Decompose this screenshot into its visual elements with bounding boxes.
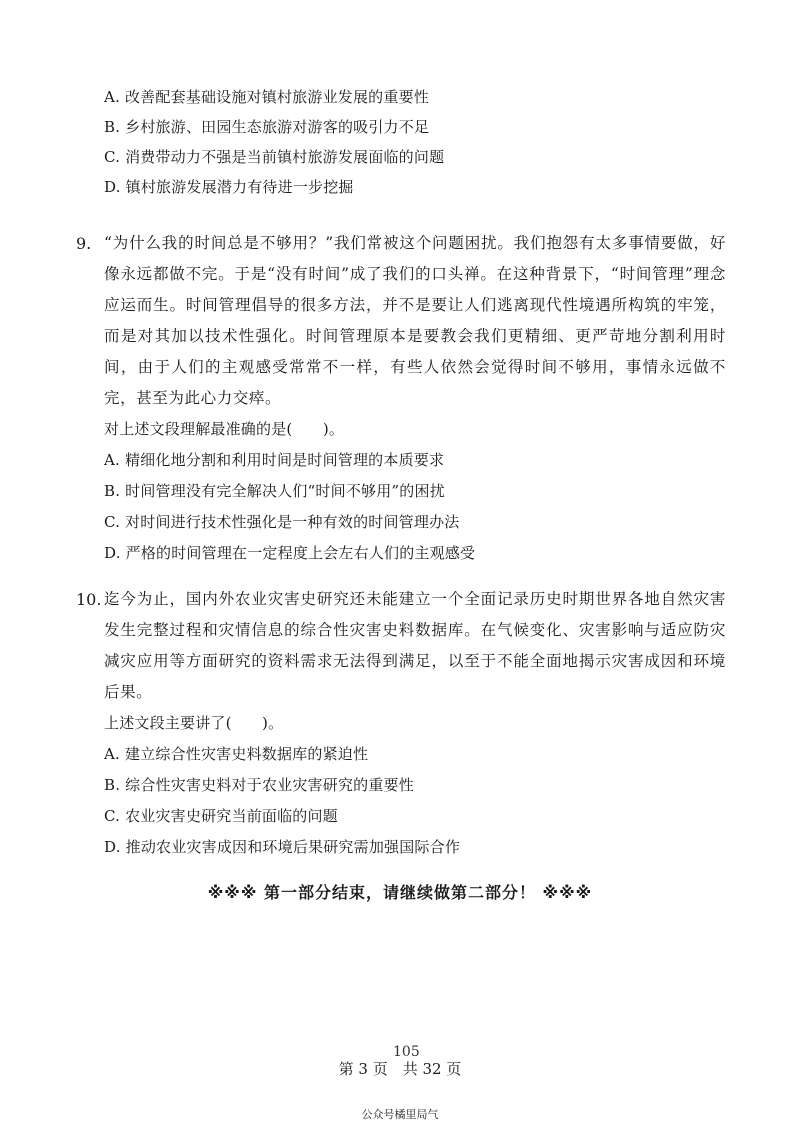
option-a: A. 精细化地分割和利用时间是时间管理的本质要求	[104, 451, 445, 469]
option-b: B. 乡村旅游、田园生态旅游对游客的吸引力不足	[104, 118, 430, 136]
option-d: D. 严格的时间管理在一定程度上会左右人们的主观感受	[104, 544, 476, 562]
question-10	[76, 584, 726, 863]
option-c: C. 农业灾害史研究当前面临的问题	[104, 807, 338, 825]
question-prompt: 上述文段主要讲了( )。	[104, 714, 284, 732]
option-a: A. 建立综合性灾害史料数据库的紧迫性	[104, 745, 369, 763]
option-a: A. 改善配套基础设施对镇村旅游业发展的重要性	[104, 88, 429, 106]
option-d: D. 镇村旅游发展潜力有待进一步挖掘	[104, 178, 354, 196]
question-number: 9.	[76, 234, 92, 253]
watermark: 公众号橘里局气	[361, 1108, 439, 1121]
page-stamp-number: 105	[393, 1044, 420, 1060]
option-c: C. 对时间进行技术性强化是一种有效的时间管理办法	[104, 513, 460, 531]
page-footer: 第 3 页 共 32 页	[338, 1060, 462, 1078]
previous-question-options	[104, 82, 724, 202]
question-paragraph: 迄今为止，国内外农业灾害史研究还未能建立一个全面记录历史时期世界各地自然灾害发生完整过程和灾情信息的综合性灾害史料数据库。在气候变化、灾害影响与适应防灾减灾应用等方面研究的资料需求无法得到满足，以至于不能全面地揭示灾害成因和环境后果。	[104, 590, 726, 701]
option-d: D. 推动农业灾害成因和环境后果研究需加强国际合作	[104, 838, 461, 856]
option-c: C. 消费带动力不强是当前镇村旅游发展面临的问题	[104, 148, 445, 166]
question-number: 10.	[76, 590, 102, 609]
question-9	[76, 228, 726, 569]
section-end-note: ※※※ 第一部分结束，请继续做第二部分！ ※※※	[207, 883, 593, 902]
question-paragraph: “为什么我的时间总是不够用？”我们常被这个问题困扰。我们抱怨有太多事情要做，好像永远都做不完。于是“没有时间”成了我们的口头禅。在这种背景下，“时间管理”理念应运而生。时间管理倡导的很多方法，并不是要让人们逃离现代性境遇所构筑的牢笼，而是对其加以技术性强化。时间管理原本是要教会我们更精细、更严苛地分割利用时间，由于人们的主观感受常常不一样，有些人依然会觉得时间不够用，事情永远做不完，甚至为此心力交瘁。	[104, 234, 726, 407]
option-b: B. 综合性灾害史料对于农业灾害研究的重要性	[104, 776, 414, 794]
question-prompt: 对上述文段理解最准确的是( )。	[104, 420, 345, 438]
option-b: B. 时间管理没有完全解决人们“时间不够用”的困扰	[104, 482, 445, 500]
